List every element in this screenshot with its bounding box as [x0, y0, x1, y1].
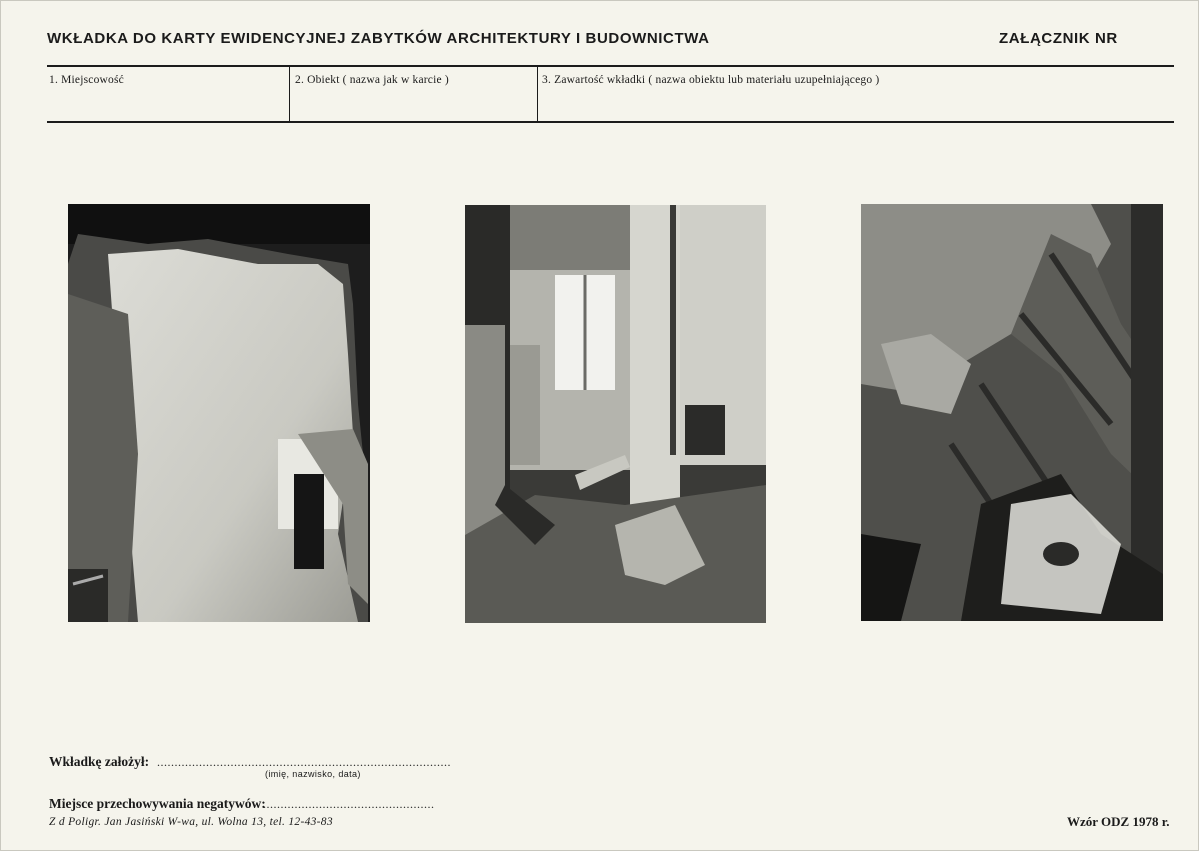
photo-exposed-wall — [861, 204, 1163, 621]
negatives-location-label: Miejsce przechowywania negatywów: — [49, 796, 266, 811]
field-separator — [537, 67, 538, 121]
top-rule — [47, 65, 1174, 67]
field-separator — [289, 67, 290, 121]
form-number: Wzór ODZ 1978 r. — [1067, 814, 1170, 829]
negatives-location-field: ................................................. — [263, 797, 435, 811]
bottom-rule — [47, 121, 1174, 123]
photo-wall-opening — [68, 204, 370, 622]
form-title: WKŁADKA DO KARTY EWIDENCYJNEJ ZABYTKÓW ARCHITEKTURY I BUDOWNICTWA — [47, 30, 710, 47]
created-by-field: .................................................................................... — [157, 755, 451, 769]
field-locality-label: 1. Miejscowość — [49, 74, 124, 86]
printer-imprint: Z d Poligr. Jan Jasiński W-wa, ul. Wolna 13, tel. 12-43-83 — [49, 816, 333, 828]
field-object-label: 2. Obiekt ( nazwa jak w karcie ) — [295, 74, 449, 86]
annex-number-label: ZAŁĄCZNIK NR — [999, 30, 1118, 47]
photo-interior-window — [465, 205, 766, 623]
field-contents-label: 3. Zawartość wkładki ( nazwa obiektu lub materiału uzupełniającego ) — [542, 74, 880, 86]
created-by-hint: (imię, nazwisko, data) — [265, 769, 361, 779]
created-by-label: Wkładkę założył: — [49, 754, 150, 769]
